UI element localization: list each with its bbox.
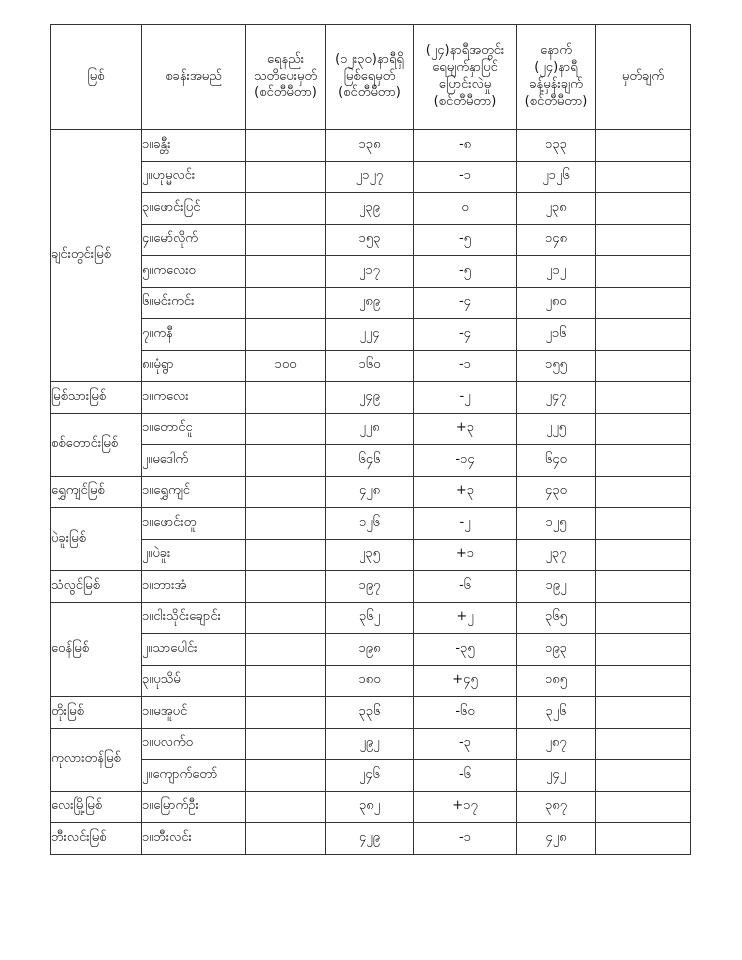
change-cell: -၁ bbox=[414, 823, 517, 855]
remarks-cell bbox=[596, 823, 691, 855]
change-cell: -၂ bbox=[414, 382, 517, 414]
river-name-cell: ဝေန်မြစ် bbox=[51, 602, 142, 697]
remarks-cell bbox=[596, 413, 691, 445]
danger-level-cell bbox=[246, 634, 326, 666]
forecast-cell: ၃၂၆ bbox=[517, 697, 596, 729]
change-cell: -၄ bbox=[414, 287, 517, 319]
station-name-cell: ၂။ဟုမ္မလင်း bbox=[142, 161, 246, 193]
header-line: သတိပေးမှတ် bbox=[253, 68, 318, 84]
change-cell: -၂ bbox=[414, 508, 517, 540]
forecast-cell: ၂၃၈ bbox=[517, 193, 596, 225]
change-cell: +၃ bbox=[414, 476, 517, 508]
station-name-cell: ၁။ရွှေကျင် bbox=[142, 476, 246, 508]
station-name-cell: ၁။မအူပင် bbox=[142, 697, 246, 729]
danger-level-cell bbox=[246, 697, 326, 729]
station-name-cell: ၄။မော်လိုက် bbox=[142, 224, 246, 256]
header-line: မြစ်ရေမှတ် bbox=[343, 68, 396, 84]
water-level-cell: ၁၉၇ bbox=[326, 571, 414, 603]
danger-level-cell bbox=[246, 823, 326, 855]
header-line: (စင်တီမီတာ) bbox=[433, 93, 497, 109]
river-name-cell: သံလွင်မြစ် bbox=[51, 571, 142, 603]
table-row bbox=[51, 476, 691, 508]
table-row bbox=[51, 413, 691, 445]
river-name-cell: ပဲခူးမြစ် bbox=[51, 508, 142, 571]
change-cell: -၆၀ bbox=[414, 697, 517, 729]
table-row bbox=[51, 287, 691, 319]
header-water-level bbox=[326, 25, 414, 130]
remarks-cell bbox=[596, 728, 691, 760]
remarks-cell bbox=[596, 256, 691, 288]
water-level-cell: ၂၂၈ bbox=[326, 413, 414, 445]
table-row bbox=[51, 445, 691, 477]
header-station: စခန်းအမည် bbox=[142, 25, 246, 130]
remarks-cell bbox=[596, 319, 691, 351]
water-level-cell: ၂၈၉ bbox=[326, 287, 414, 319]
table-row bbox=[51, 697, 691, 729]
station-name-cell: ၁။ခန္တီး bbox=[142, 130, 246, 162]
water-level-cell: ၁၈၀ bbox=[326, 665, 414, 697]
remarks-cell bbox=[596, 382, 691, 414]
water-level-cell: ၁၅၃ bbox=[326, 224, 414, 256]
change-cell: +၄၅ bbox=[414, 665, 517, 697]
header-line: ခန့်မှန်းချက် bbox=[529, 77, 583, 92]
forecast-cell: ၂၈၀ bbox=[517, 287, 596, 319]
change-cell: +၁၇ bbox=[414, 791, 517, 823]
river-name-cell: တိုးမြစ် bbox=[51, 697, 142, 729]
remarks-cell bbox=[596, 791, 691, 823]
remarks-cell bbox=[596, 224, 691, 256]
table-row bbox=[51, 634, 691, 666]
danger-level-cell bbox=[246, 602, 326, 634]
station-name-cell: ၆။မင်းကင်း bbox=[142, 287, 246, 319]
station-name-cell: ၁။တောင်ငူ bbox=[142, 413, 246, 445]
water-level-cell: ၄၂၈ bbox=[326, 476, 414, 508]
change-cell: -၅ bbox=[414, 224, 517, 256]
danger-level-cell bbox=[246, 382, 326, 414]
forecast-cell: ၂၁၂၆ bbox=[517, 161, 596, 193]
table-row bbox=[51, 130, 691, 162]
water-level-cell: ၂၄၉ bbox=[326, 382, 414, 414]
water-level-cell: ၁၉၈ bbox=[326, 634, 414, 666]
station-name-cell: ၅။ကလေးဝ bbox=[142, 256, 246, 288]
change-cell: ၀ bbox=[414, 193, 517, 225]
water-level-cell: ၁၃၈ bbox=[326, 130, 414, 162]
table-row bbox=[51, 350, 691, 382]
forecast-cell: ၄၃၀ bbox=[517, 476, 596, 508]
change-cell: -၁ bbox=[414, 350, 517, 382]
change-cell: -၆ bbox=[414, 760, 517, 792]
forecast-cell: ၁၄၈ bbox=[517, 224, 596, 256]
remarks-cell bbox=[596, 161, 691, 193]
danger-level-cell bbox=[246, 193, 326, 225]
change-cell: -၁၄ bbox=[414, 445, 517, 477]
change-cell: +၁ bbox=[414, 539, 517, 571]
change-cell: +၃ bbox=[414, 413, 517, 445]
danger-level-cell bbox=[246, 130, 326, 162]
water-level-cell: ၃၃၆ bbox=[326, 697, 414, 729]
forecast-cell: ၁၅၅ bbox=[517, 350, 596, 382]
danger-level-cell: ၁၀၀ bbox=[246, 350, 326, 382]
table-row bbox=[51, 224, 691, 256]
remarks-cell bbox=[596, 130, 691, 162]
table-row bbox=[51, 823, 691, 855]
forecast-cell: ၁၉၃ bbox=[517, 634, 596, 666]
header-line: နောက် bbox=[540, 43, 572, 59]
remarks-cell bbox=[596, 760, 691, 792]
water-level-cell: ၆၄၆ bbox=[326, 445, 414, 477]
water-level-cell: ၄၂၉ bbox=[326, 823, 414, 855]
station-name-cell: ၁။ဖောင်းတူ bbox=[142, 508, 246, 540]
change-cell: -၁ bbox=[414, 161, 517, 193]
header-line: ရေမျက်နှာပြင် bbox=[432, 60, 498, 76]
header-line: (၁၂း၃၀)နာရီရှိ bbox=[335, 51, 404, 67]
remarks-cell bbox=[596, 571, 691, 603]
remarks-cell bbox=[596, 350, 691, 382]
danger-level-cell bbox=[246, 539, 326, 571]
water-level-cell: ၂၁၇ bbox=[326, 256, 414, 288]
table-row bbox=[51, 508, 691, 540]
danger-level-cell bbox=[246, 224, 326, 256]
table-row bbox=[51, 602, 691, 634]
danger-level-cell bbox=[246, 665, 326, 697]
forecast-cell: ၁၂၅ bbox=[517, 508, 596, 540]
header-line: (၂၄)နာရီ bbox=[534, 60, 578, 76]
water-level-cell: ၂၁၂၇ bbox=[326, 161, 414, 193]
header-river: မြစ် bbox=[51, 25, 142, 130]
header-remarks: မှတ်ချက် bbox=[596, 25, 691, 130]
remarks-cell bbox=[596, 476, 691, 508]
forecast-cell: ၃၆၅ bbox=[517, 602, 596, 634]
river-name-cell: ကုလားတန်မြစ် bbox=[51, 728, 142, 791]
station-name-cell: ၈။မုံရွာ bbox=[142, 350, 246, 382]
forecast-cell: ၂၁၆ bbox=[517, 319, 596, 351]
header-line: ရေနည်း bbox=[266, 51, 305, 67]
danger-level-cell bbox=[246, 319, 326, 351]
forecast-cell: ၂၃၇ bbox=[517, 539, 596, 571]
water-level-cell: ၁၂၆ bbox=[326, 508, 414, 540]
remarks-cell bbox=[596, 634, 691, 666]
header-line: ပြောင်းလဲမှု bbox=[438, 77, 492, 92]
table-row bbox=[51, 256, 691, 288]
table-row bbox=[51, 161, 691, 193]
station-name-cell: ၇။ကနီ bbox=[142, 319, 246, 351]
forecast-cell: ၂၄၂ bbox=[517, 760, 596, 792]
header-line: (စင်တီမီတာ) bbox=[338, 85, 401, 101]
station-name-cell: ၂။ကျောက်တော် bbox=[142, 760, 246, 792]
table-row bbox=[51, 571, 691, 603]
water-level-cell: ၁၆၀ bbox=[326, 350, 414, 382]
water-level-cell: ၂၂၄ bbox=[326, 319, 414, 351]
station-name-cell: ၃။ဖောင်းပြင် bbox=[142, 193, 246, 225]
danger-level-cell bbox=[246, 256, 326, 288]
forecast-cell: ၃၈၇ bbox=[517, 791, 596, 823]
river-name-cell: မြစ်သားမြစ် bbox=[51, 382, 142, 414]
danger-level-cell bbox=[246, 791, 326, 823]
station-name-cell: ၁။ငါးသိုင်းချောင်း bbox=[142, 602, 246, 634]
remarks-cell bbox=[596, 193, 691, 225]
table-body bbox=[51, 130, 691, 855]
river-name-cell: လေးမြို့မြစ် bbox=[51, 791, 142, 823]
table-row bbox=[51, 319, 691, 351]
table-row bbox=[51, 760, 691, 792]
remarks-cell bbox=[596, 665, 691, 697]
table-row bbox=[51, 665, 691, 697]
header-danger-level bbox=[246, 25, 326, 130]
forecast-cell: ၆၄၀ bbox=[517, 445, 596, 477]
station-name-cell: ၃။ပုသိမ် bbox=[142, 665, 246, 697]
header-24h-change bbox=[414, 25, 517, 130]
header-line: (စင်တီမီတာ) bbox=[254, 85, 317, 101]
table-row bbox=[51, 539, 691, 571]
water-level-cell: ၃၈၂ bbox=[326, 791, 414, 823]
danger-level-cell bbox=[246, 728, 326, 760]
change-cell: -၆ bbox=[414, 571, 517, 603]
forecast-cell: ၂၁၂ bbox=[517, 256, 596, 288]
station-name-cell: ၁။ဘားအံ bbox=[142, 571, 246, 603]
table-row bbox=[51, 728, 691, 760]
table-row bbox=[51, 791, 691, 823]
danger-level-cell bbox=[246, 571, 326, 603]
change-cell: -၃ bbox=[414, 728, 517, 760]
remarks-cell bbox=[596, 697, 691, 729]
river-name-cell: စစ်တောင်းမြစ် bbox=[51, 413, 142, 476]
change-cell: -၃၅ bbox=[414, 634, 517, 666]
header-row bbox=[51, 25, 691, 130]
remarks-cell bbox=[596, 602, 691, 634]
station-name-cell: ၁။မြောက်ဦး bbox=[142, 791, 246, 823]
danger-level-cell bbox=[246, 161, 326, 193]
change-cell: -၅ bbox=[414, 256, 517, 288]
forecast-cell: ၁၃၃ bbox=[517, 130, 596, 162]
forecast-cell: ၂၂၅ bbox=[517, 413, 596, 445]
water-level-cell: ၂၃၉ bbox=[326, 193, 414, 225]
table-row bbox=[51, 193, 691, 225]
forecast-cell: ၂၈၇ bbox=[517, 728, 596, 760]
remarks-cell bbox=[596, 287, 691, 319]
station-name-cell: ၁။ပလက်ဝ bbox=[142, 728, 246, 760]
station-name-cell: ၂။မဒေါက် bbox=[142, 445, 246, 477]
table-row bbox=[51, 382, 691, 414]
forecast-cell: ၁၉၂ bbox=[517, 571, 596, 603]
station-name-cell: ၁။ဘီးလင်း bbox=[142, 823, 246, 855]
water-level-cell: ၂၄၆ bbox=[326, 760, 414, 792]
river-name-cell: ရွှေကျင်မြစ် bbox=[51, 476, 142, 508]
header-forecast bbox=[517, 25, 596, 130]
header-line: (၂၄)နာရီအတွင်း bbox=[425, 43, 505, 59]
remarks-cell bbox=[596, 539, 691, 571]
station-name-cell: ၂။ပဲခူး bbox=[142, 539, 246, 571]
river-water-level-table bbox=[50, 24, 691, 855]
danger-level-cell bbox=[246, 287, 326, 319]
forecast-cell: ၂၄၇ bbox=[517, 382, 596, 414]
danger-level-cell bbox=[246, 508, 326, 540]
forecast-cell: ၁၈၅ bbox=[517, 665, 596, 697]
forecast-cell: ၄၂၈ bbox=[517, 823, 596, 855]
danger-level-cell bbox=[246, 445, 326, 477]
remarks-cell bbox=[596, 445, 691, 477]
change-cell: -၈ bbox=[414, 130, 517, 162]
station-name-cell: ၁။ကလေး bbox=[142, 382, 246, 414]
river-name-cell: ဘီးလင်းမြစ် bbox=[51, 823, 142, 855]
water-level-cell: ၂၉၂ bbox=[326, 728, 414, 760]
danger-level-cell bbox=[246, 760, 326, 792]
water-level-cell: ၂၃၅ bbox=[326, 539, 414, 571]
station-name-cell: ၂။သာပေါင်း bbox=[142, 634, 246, 666]
header-line: (စင်တီမီတာ) bbox=[524, 93, 588, 109]
remarks-cell bbox=[596, 508, 691, 540]
danger-level-cell bbox=[246, 413, 326, 445]
danger-level-cell bbox=[246, 476, 326, 508]
change-cell: -၄ bbox=[414, 319, 517, 351]
change-cell: +၂ bbox=[414, 602, 517, 634]
water-level-cell: ၃၆၂ bbox=[326, 602, 414, 634]
river-name-cell: ချင်းတွင်းမြစ် bbox=[51, 130, 142, 382]
